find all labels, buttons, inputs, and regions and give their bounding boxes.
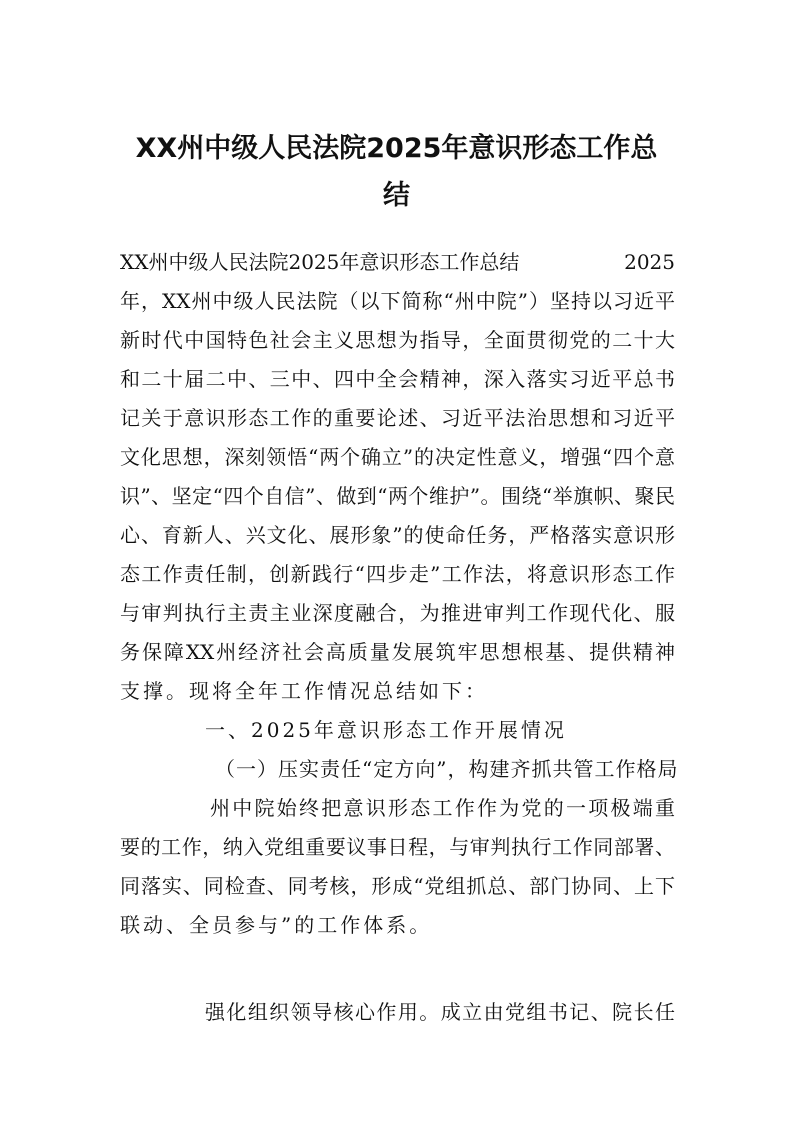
body-line: 识”、坚定“四个自信”、做到“两个维护”。围绕“举旗帜、聚民 (120, 484, 675, 508)
body-line: 记关于意识形态工作的重要论述、习近平法治思想和习近平 (120, 406, 675, 430)
title-line-1: XX州中级人民法院2025年意识形态工作总 (135, 133, 658, 164)
intro-heading-left: XX州中级人民法院2025年意识形态工作总结 (120, 250, 520, 274)
body-line: 态工作责任制，创新践行“四步走”工作法，将意识形态工作 (120, 562, 675, 586)
intro-heading-right: 2025 (624, 250, 675, 274)
body-line: 年，XX州中级人民法院（以下简称“州中院”）坚持以习近平 (120, 289, 675, 313)
body-line: 和二十届二中、三中、四中全会精神，深入落实习近平总书 (120, 367, 675, 391)
body-line: 新时代中国特色社会主义思想为指导，全面贯彻党的二十大 (120, 328, 675, 352)
body-line: 强化组织领导核心作用。成立由党组书记、院长任 (205, 1000, 675, 1024)
body-line: 同落实、同检查、同考核，形成“党组抓总、部门协同、上下 (120, 874, 675, 898)
body-line: 州中院始终把意识形态工作作为党的一项极端重 (210, 796, 675, 820)
section-heading-2: （一）压实责任“定方向”，构建齐抓共管工作格局 (215, 757, 679, 781)
body-line: 支撑。现将全年工作情况总结如下： (120, 679, 488, 703)
body-line: 文化思想，深刻领悟“两个确立”的决定性意义，增强“四个意 (120, 445, 675, 469)
title-line-2: 结 (383, 180, 410, 211)
section-heading-1: 一、2025年意识形态工作开展情况 (205, 718, 567, 742)
body-line: 心、育新人、兴文化、展形象”的使命任务，严格落实意识形 (120, 523, 675, 547)
body-line: 与审判执行主责主业深度融合，为推进审判工作现代化、服 (120, 601, 675, 625)
intro-heading-line (120, 248, 675, 276)
body-line: 联动、全员参与”的工作体系。 (120, 913, 433, 937)
body-line: 务保障XX州经济社会高质量发展筑牢思想根基、提供精神 (120, 640, 675, 664)
body-line: 要的工作，纳入党组重要议事日程，与审判执行工作同部署、 (120, 835, 675, 859)
